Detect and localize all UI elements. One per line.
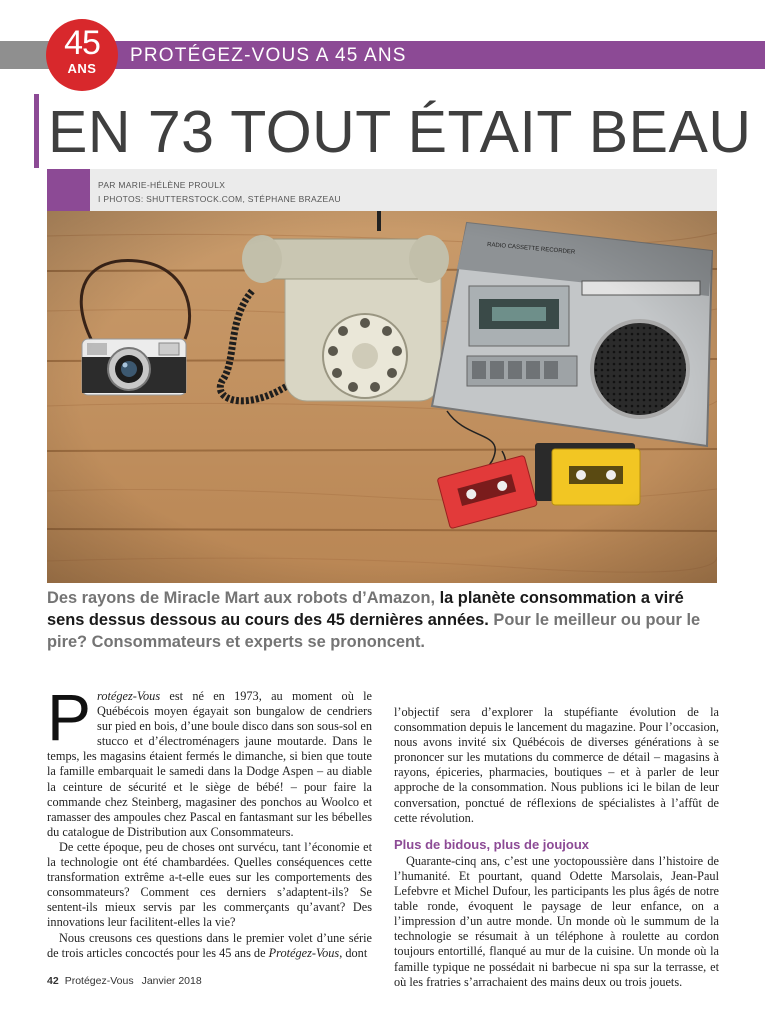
title-accent-bar [34, 94, 39, 168]
article-lead [47, 587, 719, 653]
footer-magazine: Protégez-Vous [64, 975, 134, 987]
photo-credit: I PHOTOS: SHUTTERSTOCK.COM, STÉPHANE BRAZEAU [98, 194, 341, 204]
body-paragraph: Quarante-cinq ans, c’est une yoctopoussière dans l’histoire de l’humanité. Et pourtant, quand Odette Marsolais, Jean-Paul Lefebvre et Michel Dufour, les participants les plus âgés de notre table ronde, évoquent le paysage de leur enfance, on a l’impression d’un autre monde. Un monde où le summum de la technologie se résumait à un téléphone à roulette au cordon toujours entortillé, flanqué au mur de la cuisine. Un monde où la famille typique ne possédait ni barbecue ni spa sur la terrasse, et où les fratries s’arrachaient des mains deux ou trois jouets. [394, 853, 719, 989]
lead-part-3: Pour le meilleur ou pour le pire? Consommateurs et experts se prononcent. [47, 611, 701, 651]
footer-issue: Janvier 2018 [141, 975, 202, 987]
body-paragraph: De cette époque, peu de choses ont survécu, tant l’économie et la technologie ont été chambardées. Quelles conséquences cette transformation extrême a-t-elle eues sur les comportements des consommateurs? Comment ces derniers s’adaptent-ils? Se sentent-ils mieux servis par les commerçants qu’avant? Des innovations leur facilitent-elles la vie? [47, 839, 372, 930]
paragraph-text: , dont [339, 945, 368, 960]
body-paragraph [47, 931, 372, 961]
hero-photo-retro-objects [47, 211, 717, 583]
byline-accent [47, 169, 90, 211]
anniversary-badge [46, 19, 118, 91]
page-number: 42 [47, 975, 59, 987]
lead-part-1: Des rayons de Miracle Mart aux robots d’Amazon, [47, 589, 440, 607]
page-footer [47, 975, 202, 987]
paragraph-text: est né en 1973, au moment où le Québécois moyen égayait son bungalow de cendriers sur pied en bois, d’une boule disco dans son sous-sol en stucco et d’électroménagers jaune moutarde. Dans le temps, les magasins étaient fermés le dimanche, si bien que toute la famille embarquait le samedi dans la Dodge Aspen – au diable la ceinture de sécurité et le siège de bébé! – pour faire la commande chez Steinberg, magasiner des ponchos au Woolco et ramasser des ampoules chez Pascal en fantasmant sur les bébelles du catalogue de Distribution aux Consommateurs. [47, 689, 372, 839]
body-paragraph [47, 680, 372, 840]
body-column-left [47, 680, 372, 961]
drop-cap: P [47, 680, 92, 754]
article-title: EN 73 TOUT ÉTAIT BEAU [48, 99, 752, 165]
magazine-name: Protégez-Vous [268, 945, 340, 960]
magazine-name: rotégez-Vous [97, 689, 161, 703]
section-title: PROTÉGEZ-VOUS A 45 ANS [130, 45, 407, 66]
author-credit: PAR MARIE-HÉLÈNE PROULX [98, 180, 226, 190]
badge-word: ANS [67, 61, 97, 76]
paragraph-text: Nous creusons ces questions dans le premier volet d’une série de trois articles concoctés pour les 45 ans de [47, 930, 372, 960]
badge-number: 45 [64, 24, 100, 62]
body-column-right [394, 705, 719, 990]
body-paragraph: l’objectif sera d’explorer la stupéfiante évolution de la consommation depuis le lancement du magazine. Pour l’occasion, nous avons invité six Québécois de diverses générations à se prononcer sur les mutations du commerce de détail – magasins à rayons, épiceries, pharmacies, boutiques – et à parler de leur approche de la consommation. Nous publions ici le bilan de leur conversation, ponctué de réflexions de spécialistes à l’affût de cette révolution. [394, 705, 719, 825]
section-subheading: Plus de bidous, plus de joujoux [394, 836, 590, 852]
lead-part-2: la planète consommation a viré sens dessus dessous au cours des 45 dernières années. [47, 589, 684, 629]
byline [98, 178, 341, 206]
